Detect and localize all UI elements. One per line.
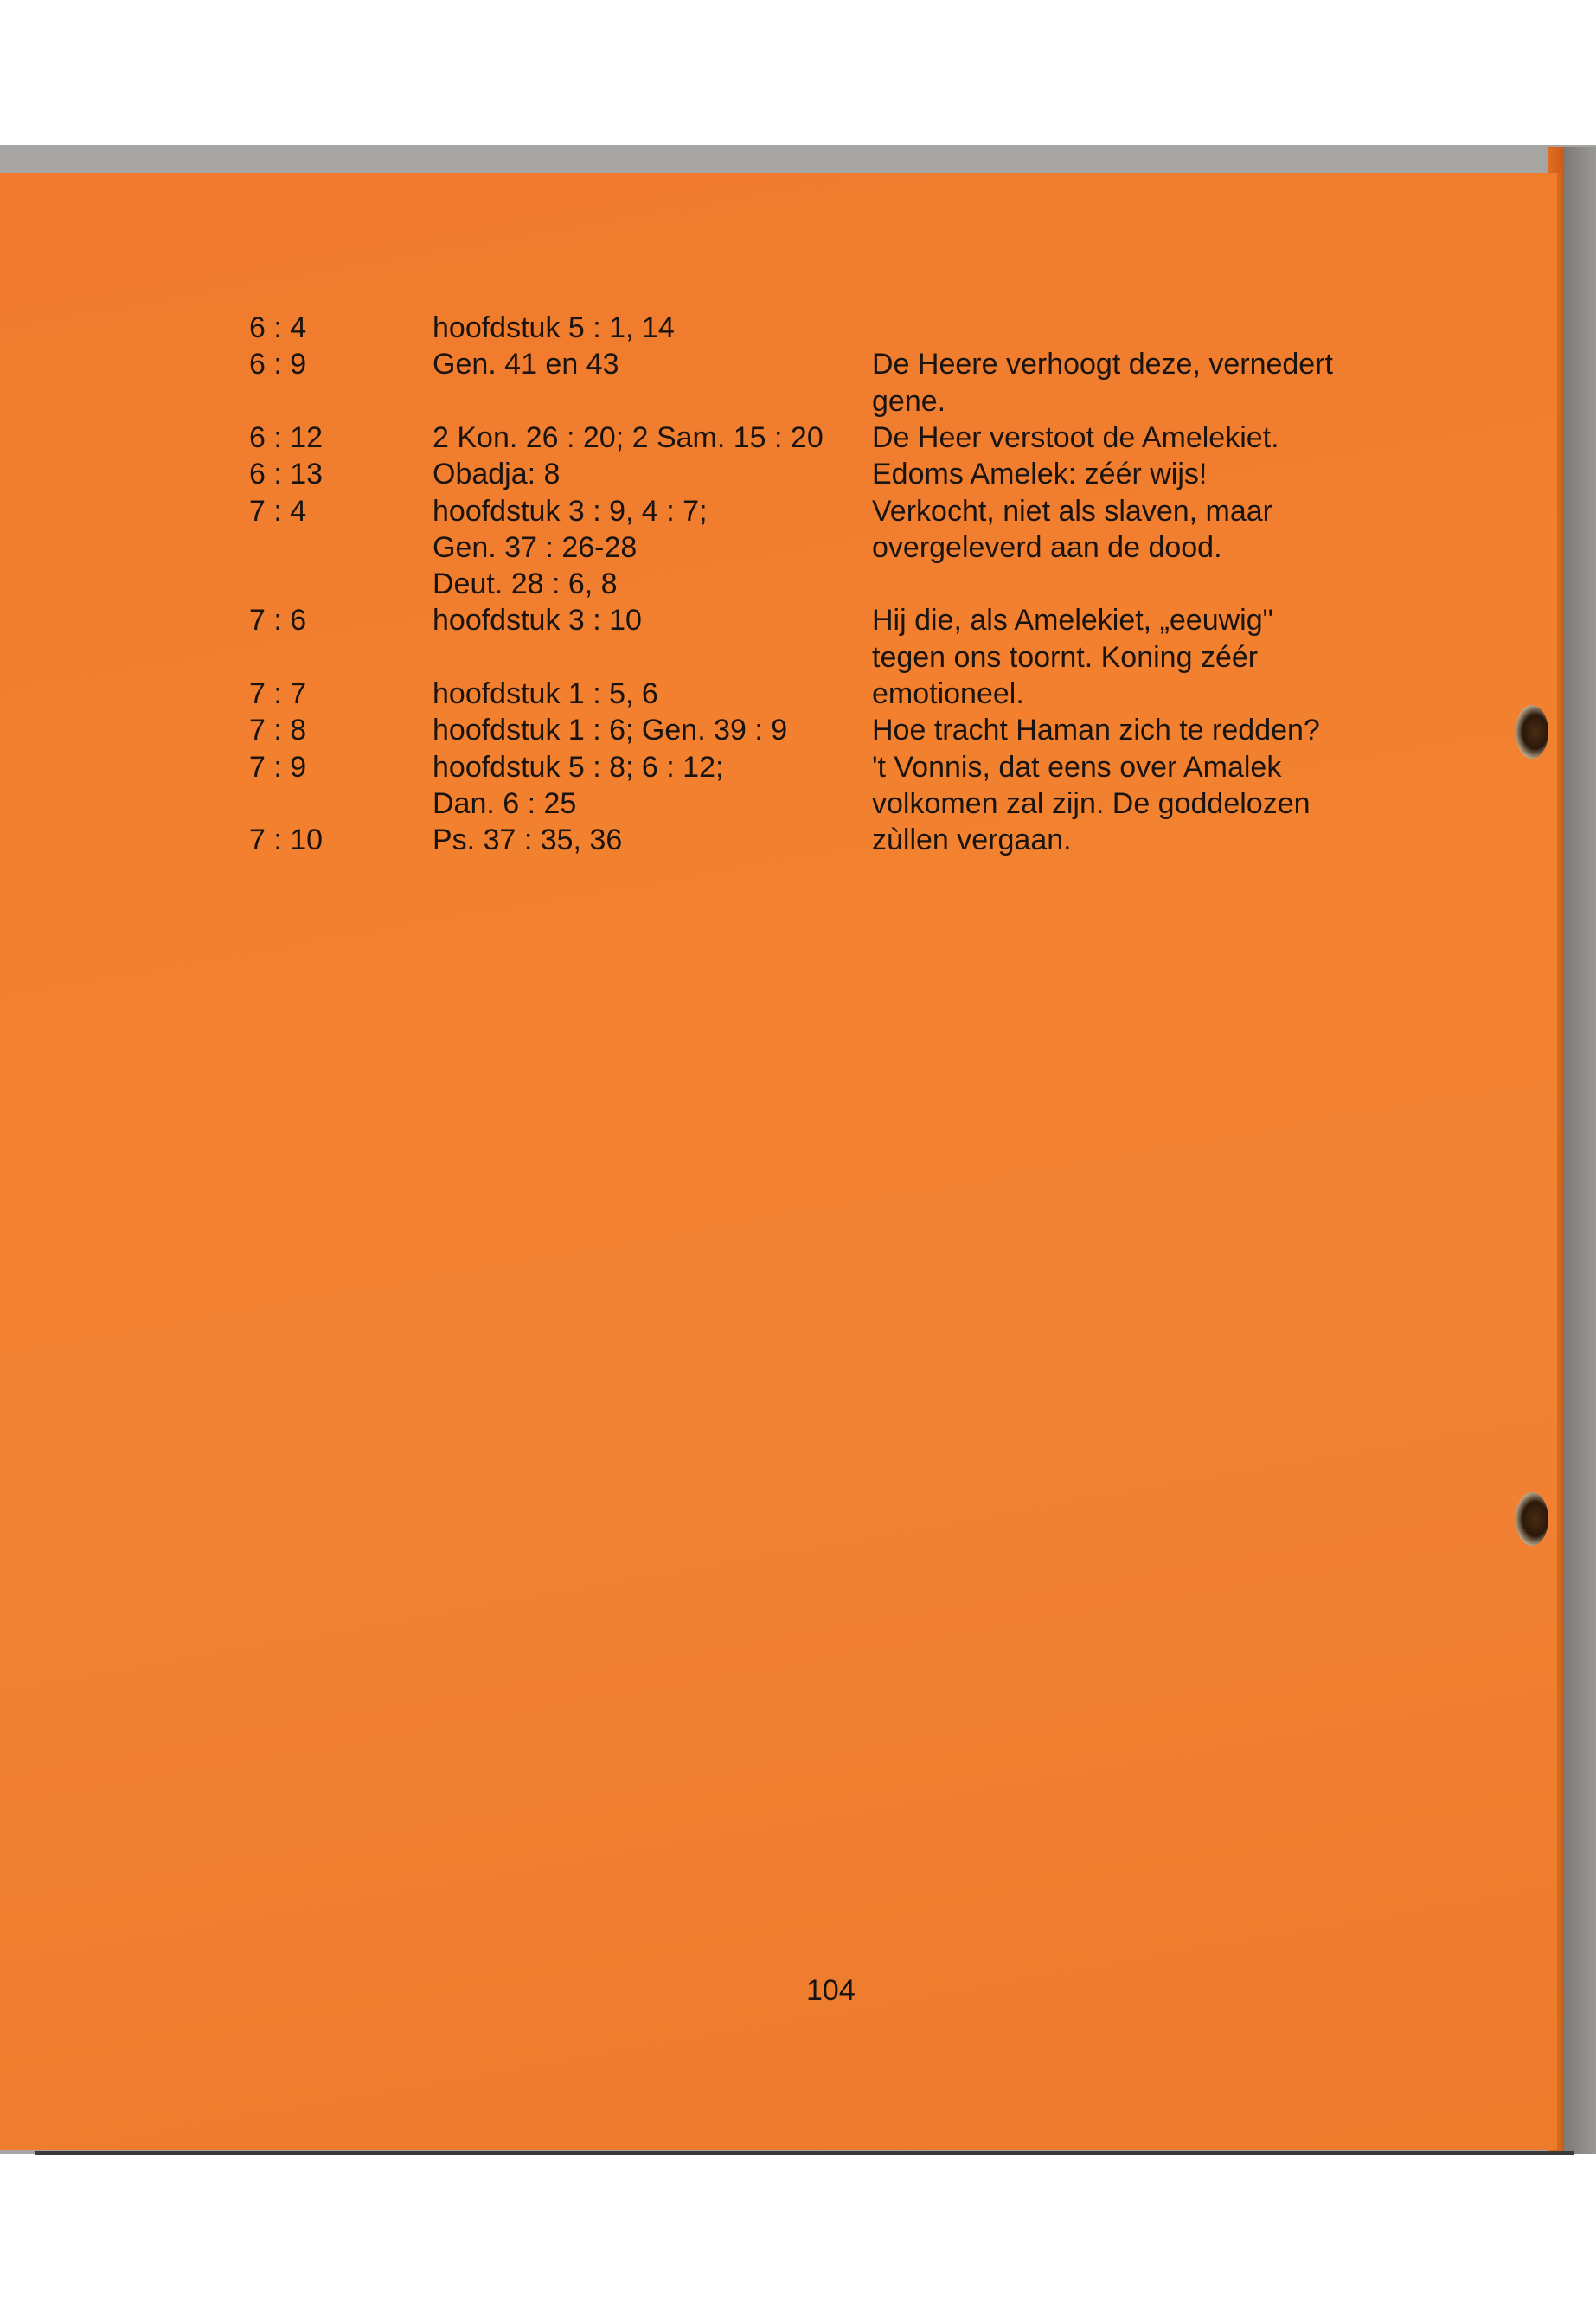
- cross-reference: hoofdstuk 5 : 1, 14: [433, 311, 675, 344]
- commentary-line: volkomen zal zijn. De goddelozen: [872, 786, 1311, 820]
- cross-reference: hoofdstuk 3 : 9, 4 : 7;: [433, 494, 708, 528]
- verse-ref: 7 : 7: [249, 677, 307, 710]
- cross-reference: hoofdstuk 1 : 5, 6: [433, 677, 658, 710]
- cross-reference: hoofdstuk 1 : 6; Gen. 39 : 9: [433, 714, 788, 747]
- commentary-line: Edoms Amelek: zéér wijs!: [872, 458, 1208, 491]
- cross-reference: Dan. 6 : 25: [433, 786, 577, 820]
- punch-hole-bottom: [1516, 1492, 1548, 1546]
- cross-reference: 2 Kon. 26 : 20; 2 Sam. 15 : 20: [433, 420, 824, 454]
- cross-reference: Gen. 41 en 43: [433, 348, 619, 381]
- verse-ref: 6 : 9: [249, 348, 307, 381]
- verse-ref: 7 : 9: [249, 750, 307, 784]
- commentary-line: tegen ons toornt. Koning zéér: [872, 640, 1259, 674]
- verse-ref: 6 : 13: [249, 458, 324, 491]
- commentary-line: 't Vonnis, dat eens over Amalek: [872, 750, 1282, 784]
- page-number: 104: [806, 1974, 856, 2007]
- commentary-line: Hoe tracht Haman zich te redden?: [872, 714, 1320, 747]
- commentary-line: De Heer verstoot de Amelekiet.: [872, 420, 1279, 454]
- verse-ref: 7 : 10: [249, 824, 324, 857]
- punch-hole-top: [1516, 705, 1548, 759]
- binder-spine: [1564, 147, 1596, 2154]
- commentary-line: emotioneel.: [872, 677, 1024, 710]
- cross-reference: Deut. 28 : 6, 8: [433, 567, 618, 601]
- verse-ref: 7 : 4: [249, 494, 307, 528]
- commentary-line: Verkocht, niet als slaven, maar: [872, 494, 1273, 528]
- verse-ref: 6 : 12: [249, 420, 324, 454]
- cross-reference: Gen. 37 : 26-28: [433, 530, 638, 564]
- cross-reference: hoofdstuk 5 : 8; 6 : 12;: [433, 750, 724, 784]
- cross-reference: Ps. 37 : 35, 36: [433, 824, 623, 857]
- commentary-line: zùllen vergaan.: [872, 824, 1072, 857]
- cross-reference: Obadja: 8: [433, 458, 561, 491]
- cross-reference: hoofdstuk 3 : 10: [433, 604, 642, 638]
- commentary-line: Hij die, als Amelekiet, „eeuwig": [872, 604, 1273, 638]
- commentary-line: overgeleverd aan de dood.: [872, 530, 1222, 564]
- orange-page: [0, 173, 1557, 2150]
- verse-ref: 6 : 4: [249, 311, 307, 344]
- verse-ref: 7 : 6: [249, 604, 307, 638]
- verse-ref: 7 : 8: [249, 714, 307, 747]
- commentary-line: gene.: [872, 384, 946, 418]
- bottom-edge-line: [35, 2151, 1574, 2155]
- commentary-line: De Heere verhoogt deze, vernedert: [872, 348, 1333, 381]
